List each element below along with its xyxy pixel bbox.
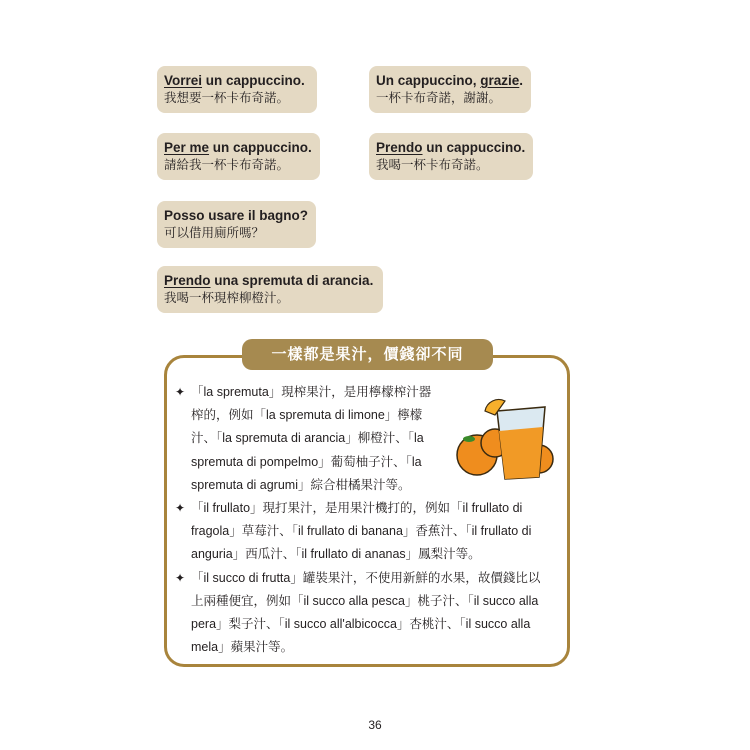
- underlined-word: Prendo: [164, 273, 211, 288]
- phrase-italian: [164, 139, 313, 156]
- phrase-rest: una spremuta di arancia.: [210, 273, 374, 288]
- text-line: 上兩種便宜，例如「il succo alla pesca」桃子汁、「il succo alla: [191, 593, 539, 608]
- page-number: 36: [368, 718, 382, 732]
- underlined-word: Per me: [164, 140, 210, 155]
- phrase-italian: [376, 72, 524, 89]
- text-line: spremuta di agrumi」綜合柑橘果汁等。: [191, 477, 411, 492]
- line-text: 「il succo di frutta」罐裝果汁，不使用新鮮的水果，故價錢比以: [191, 570, 541, 585]
- phrase-card: [157, 66, 317, 113]
- phrase-card: [157, 201, 316, 248]
- phrase-chinese: 可以借用廁所嗎？: [164, 226, 265, 240]
- text-line: [175, 497, 561, 520]
- text-line: [175, 567, 561, 590]
- text-line: 榨的，例如「la spremuta di limone」檸檬: [191, 408, 423, 423]
- phrase-italian: [164, 207, 309, 224]
- phrase-chinese: 我喝一杯現榨柳橙汁。: [164, 291, 290, 305]
- text-line: [175, 381, 561, 404]
- underlined-word: Prendo: [376, 140, 423, 155]
- phrase-rest: .: [519, 73, 524, 88]
- phrase-card: [369, 133, 533, 180]
- underlined-word: Vorrei: [164, 73, 203, 88]
- phrase-italian: [376, 139, 526, 156]
- underlined-word: grazie: [480, 73, 520, 88]
- phrase-lead: Un cappuccino,: [376, 73, 481, 88]
- text-line: 汁、「la spremuta di arancia」柳橙汁、「la: [191, 431, 424, 446]
- phrase-card: [369, 66, 531, 113]
- phrase-card: [157, 133, 320, 180]
- star-bullet-icon: ✦: [175, 570, 186, 585]
- star-bullet-icon: ✦: [175, 385, 186, 399]
- phrase-chinese: 一杯卡布奇諾，謝謝。: [376, 91, 502, 105]
- phrase-rest: un cappuccino.: [209, 140, 312, 155]
- phrase-rest: un cappuccino.: [422, 140, 526, 155]
- line-text: 「il frullato」現打果汁，是用果汁機打的，例如「il frullato di: [191, 500, 523, 515]
- phrase-rest: un cappuccino.: [202, 73, 305, 88]
- phrase-chinese: 請給我一杯卡布奇諾。: [164, 158, 290, 172]
- text-line: spremuta di pompelmo」葡萄柚子汁、「la: [191, 454, 422, 469]
- phrase-chinese: 我喝一杯卡布奇諾。: [376, 158, 489, 172]
- star-bullet-icon: ✦: [175, 500, 186, 515]
- text-line: anguria」西瓜汁、「il frullato di ananas」鳳梨汁等。: [191, 547, 481, 562]
- line-text: 「la spremuta」現榨果汁，是用檸檬榨汁器: [191, 385, 432, 399]
- phrase-rest: Posso usare il bagno?: [164, 208, 309, 223]
- panel-title: 一樣都是果汁，價錢卻不同: [242, 339, 493, 370]
- phrase-card: [157, 266, 383, 313]
- phrase-italian: [164, 272, 376, 289]
- phrase-italian: [164, 72, 310, 89]
- text-line: mela」蘋果汁等。: [191, 640, 294, 655]
- panel-body: [175, 381, 561, 659]
- text-line: fragola」草莓汁、「il frullato di banana」香蕉汁、「il frullato di: [191, 524, 532, 539]
- text-line: pera」梨子汁、「il succo all'albicocca」杏桃汁、「il succo alla: [191, 616, 531, 631]
- phrase-chinese: 我想要一杯卡布奇諾。: [164, 91, 290, 105]
